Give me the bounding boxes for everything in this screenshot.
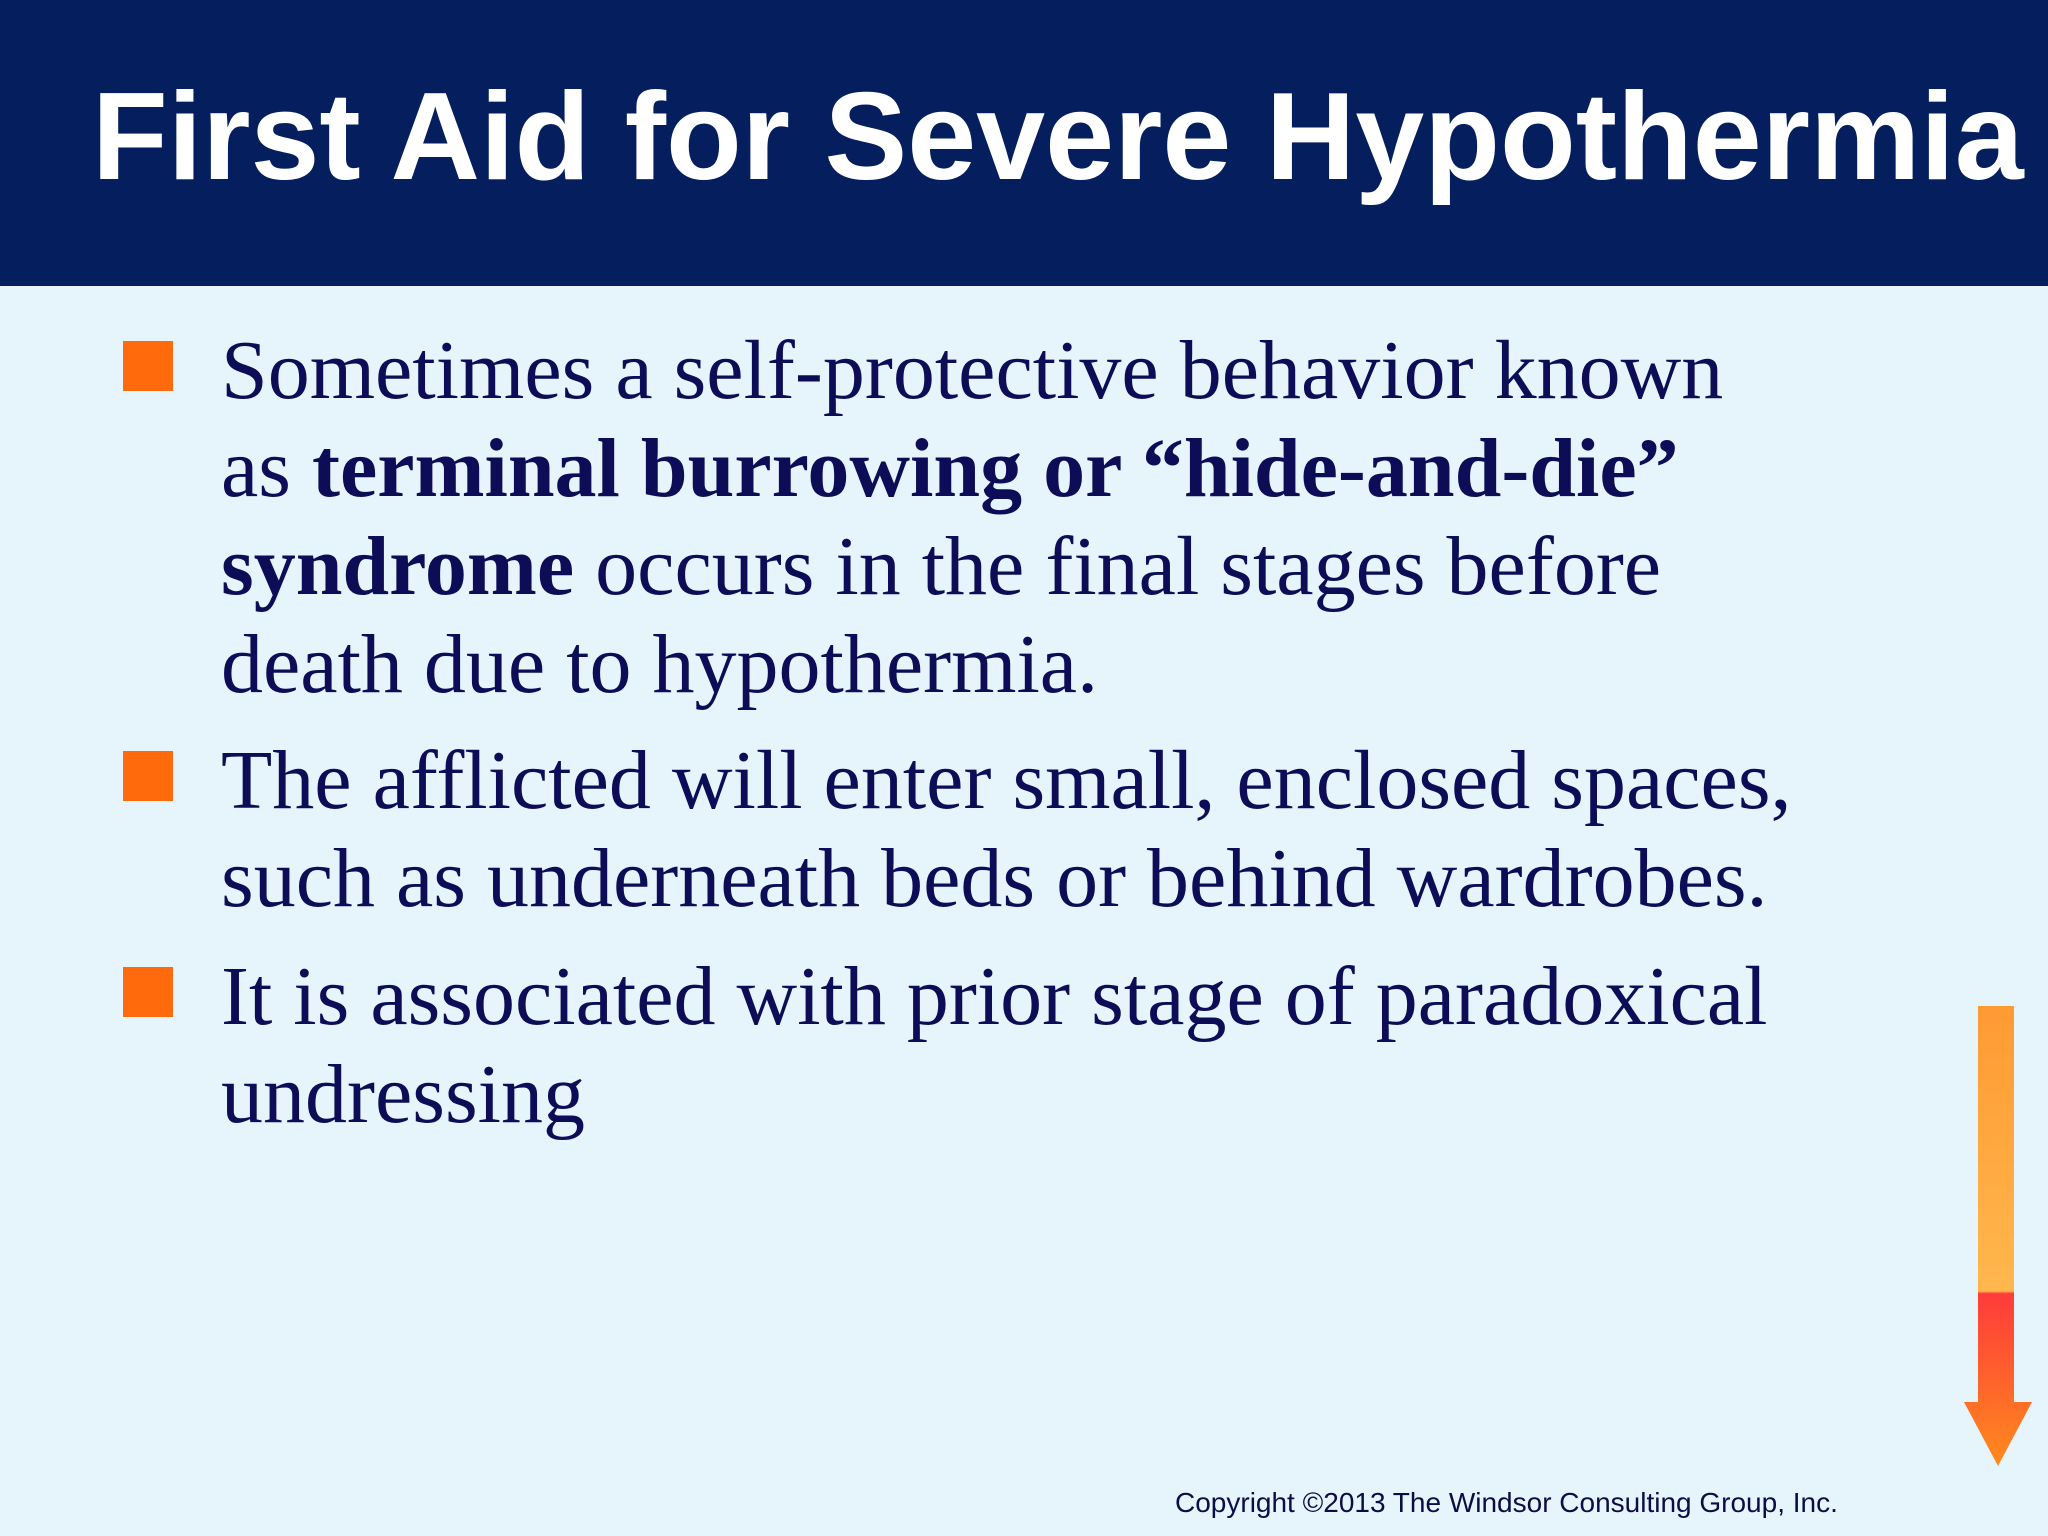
bullet-1-line-4: death due to hypothermia.: [221, 618, 1099, 711]
bullet-2-line-1: The afflicted will enter small, enclosed spaces,: [221, 734, 1792, 827]
bullet-1-line-3-rest: occurs in the final stages before: [574, 520, 1662, 613]
down-arrow-icon: [1962, 1006, 2034, 1466]
bullet-1-line-3-bold: syndrome: [221, 520, 575, 613]
bullet-3-line-1: It is associated with prior stage of paradoxical: [221, 950, 1768, 1043]
bullet-text: [221, 322, 1981, 714]
square-bullet-icon: [123, 751, 173, 801]
bullet-2-line-2: such as underneath beds or behind wardrobes.: [221, 832, 1768, 925]
bullet-1-line-1: Sometimes a self-protective behavior known: [221, 324, 1724, 417]
square-bullet-icon: [123, 341, 173, 391]
bullet-1-line-2-prefix: as: [221, 422, 312, 515]
bullet-text: [221, 732, 1981, 928]
bullet-text: [221, 948, 1981, 1144]
bullet-1-line-2-bold: terminal burrowing or “hide-and-die”: [311, 422, 1679, 515]
copyright-footer: Copyright ©2013 The Windsor Consulting Group, Inc.: [1175, 1487, 1838, 1518]
slide-title: First Aid for Severe Hypothermia: [92, 68, 2024, 206]
bullet-3-line-2: undressing: [221, 1048, 585, 1141]
square-bullet-icon: [123, 967, 173, 1017]
